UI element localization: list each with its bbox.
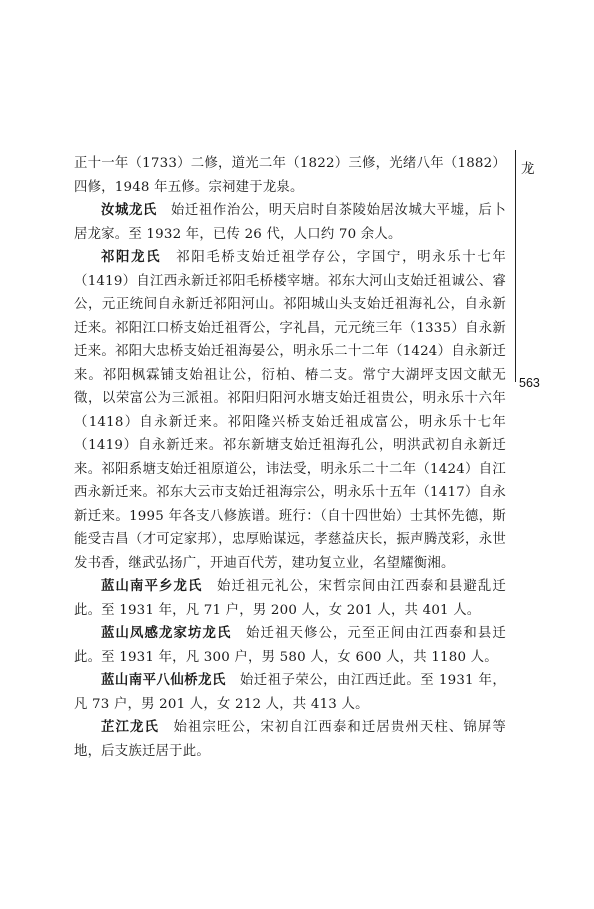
- entry-heading: 芷江龙氏: [101, 720, 159, 735]
- paragraph-lanshan-baxianqiao-long: [74, 669, 506, 716]
- page-body: [74, 152, 506, 763]
- entry-heading: 蓝山南平八仙桥龙氏: [101, 673, 226, 688]
- paragraph-qiyang-long: [74, 246, 506, 575]
- entry-heading: 蓝山南平乡龙氏: [101, 579, 203, 594]
- entry-heading: 蓝山凤感龙家坊龙氏: [101, 626, 232, 641]
- entry-heading: 祁阳龙氏: [101, 250, 162, 265]
- paragraph-text: 始祖宗旺公，宋初自江西泰和迁居贵州天柱、锦屏等地，后支族迁居于此。: [74, 720, 506, 759]
- paragraph-text: 始迁祖元礼公，宋哲宗间由江西泰和县避乱迁此。至 1931 年，凡 71 户，男 200 人，女 201 人，共 401 人。: [74, 579, 506, 618]
- paragraph-text: 祁阳毛桥支始迁祖学存公，字国宁，明永乐十七年（1419）自江西永新迁祁阳毛桥楼宰塘。祁东大河山支始迁祖诚公、睿公，元正统间自永新迁祁阳河山。祁阳城山头支始迁祖海礼公，自永新迁来。祁阳江口桥支始迁祖胥公，字礼昌，元元统三年（1335）自永新迁来。祁阳大忠桥支始迁祖海晏公，明永乐二十二年（1424）自永新迁来。祁阳枫霖铺支始祖让公，衍柏、椿二支。常宁大湖坪支因文献无徵，以荣富公为三派祖。祁阳归阳河水塘支始迁祖贵公，明永乐十六年（1418）自永新迁来。祁阳隆兴桥支始迁祖成富公，明永乐十七年（1419）自永新迁来。祁东新塘支始迁祖海孔公，明洪武初自永新迁来。祁阳系塘支始迁祖原道公，讳法受，明永乐二十二年（1424）自江西永新迁来。祁东大云市支始迁祖海宗公，明永乐十五年（1417）自永新迁来。1995 年各支八修族谱。班行：（自十四世始）士其怀先德，斯能受吉昌（才可定家邦），忠厚贻谋远，孝慈益庆长，振声腾茂彩，永世发书香，继武弘扬广，开迪百代芳，建功复立业，名望耀衡湘。: [74, 250, 506, 571]
- paragraph-text: 始迁祖作治公，明天启时自茶陵始居汝城大平墟，后卜居龙家。至 1932 年，已传 26 代，人口约 70 余人。: [74, 203, 506, 242]
- paragraph-text: 正十一年（1733）二修，道光二年（1822）三修，光绪八年（1882）四修，1948 年五修。宗祠建于龙泉。: [74, 156, 506, 195]
- entry-heading: 汝城龙氏: [101, 203, 157, 218]
- section-marker: 龙: [521, 161, 535, 177]
- paragraph-rucheng-long: [74, 199, 506, 246]
- margin-rule: [515, 150, 516, 382]
- paragraph-lanshan-nanping-long: [74, 575, 506, 622]
- paragraph-text: 始迁祖天修公，元至正间由江西泰和县迁此。至 1931 年，凡 300 户，男 580 人，女 600 人，共 1180 人。: [74, 626, 506, 665]
- paragraph-continuation: [74, 152, 506, 199]
- page-number: 563: [519, 376, 540, 390]
- paragraph-text: 始迁祖子荣公，由江西迁此。至 1931 年，凡 73 户，男 201 人，女 212 人，共 413 人。: [74, 673, 506, 712]
- paragraph-zhijiang-long: [74, 716, 506, 763]
- paragraph-lanshan-fenggan-long: [74, 622, 506, 669]
